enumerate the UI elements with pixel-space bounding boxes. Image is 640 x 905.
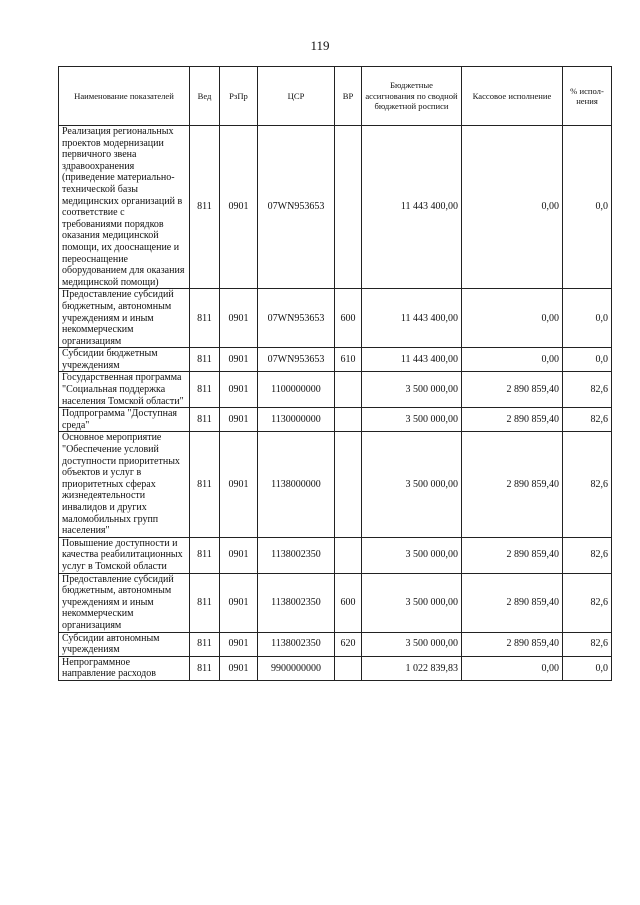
row-assignments: 3 500 000,00 bbox=[362, 573, 462, 632]
row-ved: 811 bbox=[190, 632, 220, 656]
table-row bbox=[59, 632, 612, 656]
budget-table bbox=[58, 66, 612, 681]
row-csr: 1130000000 bbox=[258, 408, 335, 432]
row-vr: 600 bbox=[335, 573, 362, 632]
header-ved: Вед bbox=[190, 67, 220, 126]
row-percent: 82,6 bbox=[563, 408, 612, 432]
row-percent: 82,6 bbox=[563, 432, 612, 537]
row-percent: 0,0 bbox=[563, 126, 612, 289]
row-assignments: 11 443 400,00 bbox=[362, 289, 462, 348]
table-header-row bbox=[59, 67, 612, 126]
row-rzpr: 0901 bbox=[220, 372, 258, 408]
row-vr bbox=[335, 372, 362, 408]
row-vr bbox=[335, 656, 362, 680]
row-rzpr: 0901 bbox=[220, 656, 258, 680]
row-assignments: 11 443 400,00 bbox=[362, 126, 462, 289]
row-execution: 2 890 859,40 bbox=[462, 408, 563, 432]
row-percent: 82,6 bbox=[563, 537, 612, 573]
row-ved: 811 bbox=[190, 372, 220, 408]
table-row bbox=[59, 348, 612, 372]
row-execution: 0,00 bbox=[462, 126, 563, 289]
row-csr: 1138002350 bbox=[258, 632, 335, 656]
row-name: Субсидии автономным учреждениям bbox=[59, 632, 190, 656]
row-csr: 1138002350 bbox=[258, 573, 335, 632]
row-csr: 1138000000 bbox=[258, 432, 335, 537]
row-name: Повышение доступности и качества реабилитационных услуг в Томской области bbox=[59, 537, 190, 573]
row-rzpr: 0901 bbox=[220, 126, 258, 289]
row-csr: 07WN953653 bbox=[258, 126, 335, 289]
row-rzpr: 0901 bbox=[220, 632, 258, 656]
row-execution: 0,00 bbox=[462, 348, 563, 372]
table-row bbox=[59, 126, 612, 289]
table-row bbox=[59, 372, 612, 408]
header-cash-execution: Кассовое исполнение bbox=[462, 67, 563, 126]
row-name: Реализация региональных проектов модернизации первичного звена здравоохранения (приведение материально-технической базы медицинских организаций в соответствие с требованиями порядков оказания медицинской помощи, их дооснащение и переоснащение оборудованием для оказания медицинской помощи) bbox=[59, 126, 190, 289]
row-assignments: 3 500 000,00 bbox=[362, 432, 462, 537]
row-percent: 82,6 bbox=[563, 372, 612, 408]
table-row bbox=[59, 537, 612, 573]
row-name: Непрограммное направление расходов bbox=[59, 656, 190, 680]
row-percent: 0,0 bbox=[563, 348, 612, 372]
header-budget-assignments: Бюджетные ассигнования по сводной бюджетной росписи bbox=[362, 67, 462, 126]
row-csr: 1100000000 bbox=[258, 372, 335, 408]
header-name: Наименование показателей bbox=[59, 67, 190, 126]
row-execution: 2 890 859,40 bbox=[462, 537, 563, 573]
row-rzpr: 0901 bbox=[220, 348, 258, 372]
row-percent: 0,0 bbox=[563, 289, 612, 348]
row-percent: 82,6 bbox=[563, 632, 612, 656]
table-row bbox=[59, 289, 612, 348]
row-name: Предоставление субсидий бюджетным, автономным учреждениям и иным некоммерческим организациям bbox=[59, 289, 190, 348]
row-vr bbox=[335, 126, 362, 289]
row-name: Основное мероприятие "Обеспечение условий доступности приоритетных объектов и услуг в приоритетных сферах жизнедеятельности инвалидов и других маломобильных групп населения" bbox=[59, 432, 190, 537]
row-name: Субсидии бюджетным учреждениям bbox=[59, 348, 190, 372]
row-ved: 811 bbox=[190, 126, 220, 289]
row-name: Предоставление субсидий бюджетным, автономным учреждениям и иным некоммерческим организациям bbox=[59, 573, 190, 632]
row-rzpr: 0901 bbox=[220, 573, 258, 632]
row-execution: 2 890 859,40 bbox=[462, 432, 563, 537]
table-row bbox=[59, 656, 612, 680]
row-csr: 1138002350 bbox=[258, 537, 335, 573]
row-execution: 2 890 859,40 bbox=[462, 632, 563, 656]
row-ved: 811 bbox=[190, 573, 220, 632]
row-rzpr: 0901 bbox=[220, 289, 258, 348]
row-csr: 9900000000 bbox=[258, 656, 335, 680]
page-number: 119 bbox=[310, 38, 330, 53]
row-execution: 2 890 859,40 bbox=[462, 372, 563, 408]
table-row bbox=[59, 408, 612, 432]
row-rzpr: 0901 bbox=[220, 537, 258, 573]
row-execution: 0,00 bbox=[462, 656, 563, 680]
header-vr: ВР bbox=[335, 67, 362, 126]
row-assignments: 3 500 000,00 bbox=[362, 537, 462, 573]
row-ved: 811 bbox=[190, 289, 220, 348]
row-vr bbox=[335, 537, 362, 573]
row-execution: 2 890 859,40 bbox=[462, 573, 563, 632]
header-rzpr: РзПр bbox=[220, 67, 258, 126]
row-vr: 610 bbox=[335, 348, 362, 372]
row-ved: 811 bbox=[190, 408, 220, 432]
row-assignments: 1 022 839,83 bbox=[362, 656, 462, 680]
header-csr: ЦСР bbox=[258, 67, 335, 126]
row-vr bbox=[335, 432, 362, 537]
row-assignments: 3 500 000,00 bbox=[362, 632, 462, 656]
row-name: Подпрограмма "Доступная среда" bbox=[59, 408, 190, 432]
row-vr: 600 bbox=[335, 289, 362, 348]
row-rzpr: 0901 bbox=[220, 432, 258, 537]
row-assignments: 3 500 000,00 bbox=[362, 408, 462, 432]
row-execution: 0,00 bbox=[462, 289, 563, 348]
row-ved: 811 bbox=[190, 656, 220, 680]
row-name: Государственная программа "Социальная поддержка населения Томской области" bbox=[59, 372, 190, 408]
row-percent: 82,6 bbox=[563, 573, 612, 632]
row-assignments: 11 443 400,00 bbox=[362, 348, 462, 372]
row-vr: 620 bbox=[335, 632, 362, 656]
table-row bbox=[59, 573, 612, 632]
row-csr: 07WN953653 bbox=[258, 289, 335, 348]
row-assignments: 3 500 000,00 bbox=[362, 372, 462, 408]
table-row bbox=[59, 432, 612, 537]
row-csr: 07WN953653 bbox=[258, 348, 335, 372]
row-vr bbox=[335, 408, 362, 432]
row-ved: 811 bbox=[190, 348, 220, 372]
row-rzpr: 0901 bbox=[220, 408, 258, 432]
row-ved: 811 bbox=[190, 432, 220, 537]
header-execution-percent: % испол-нения bbox=[563, 67, 612, 126]
row-percent: 0,0 bbox=[563, 656, 612, 680]
row-ved: 811 bbox=[190, 537, 220, 573]
